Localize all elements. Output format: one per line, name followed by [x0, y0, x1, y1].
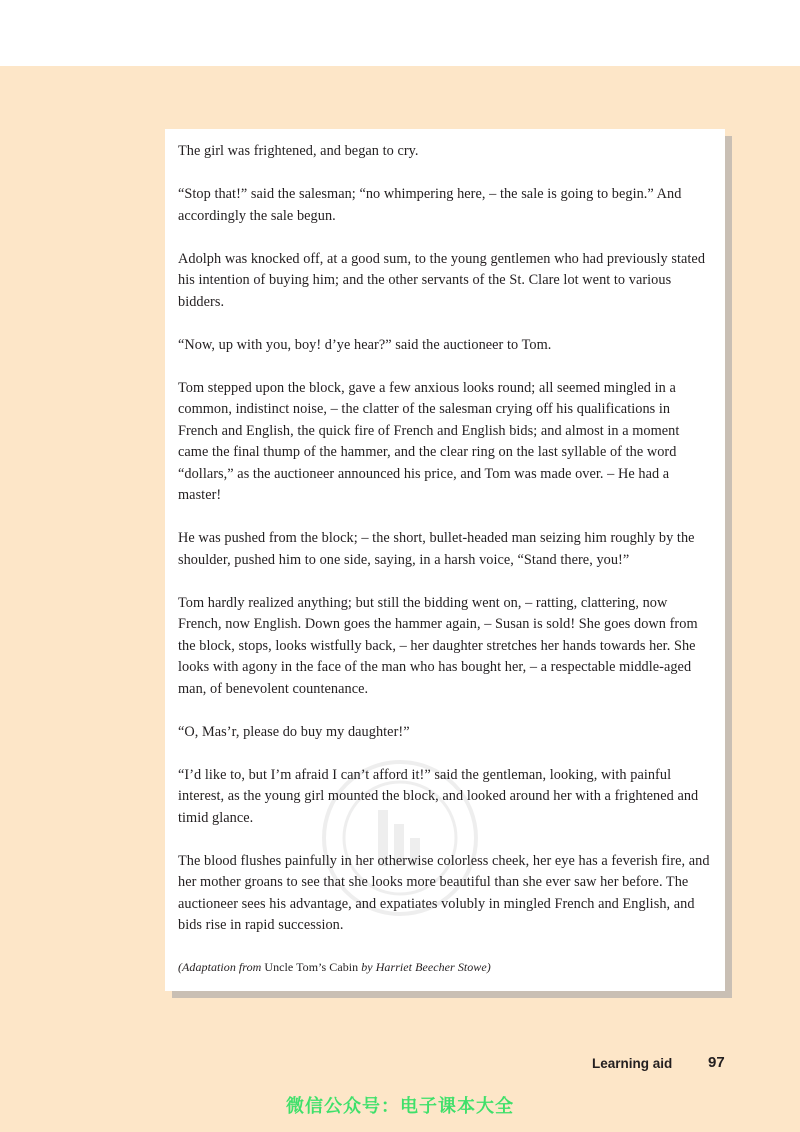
source-book-title: Uncle Tom’s Cabin — [264, 960, 359, 974]
paragraph: “O, Mas’r, please do buy my daughter!” — [178, 723, 410, 740]
paragraph: Tom hardly realized anything; but still the bidding went on, – ratting, clattering, now French, now English. Down goes the hammer again, – Susan is sold! She goes down from the block, stops, looks wistfully back, – her daughter stretches her hands towards her. She looks with agony in the face of the man who has bought her, – a respectable middle-aged man, of benevolent countenance. — [178, 594, 698, 697]
paragraph: Tom stepped upon the block, gave a few anxious looks round; all seemed mingled in a common, indistinct noise, – the clatter of the salesman crying off his qualifications in French and English, the quick fire of French and English bids; and almost in a moment came the final thump of the hammer, and the clear ring on the last syllable of the word “dollars,” as the auctioneer announced his price, and Tom was made over. – He had a master! — [178, 379, 680, 503]
paragraph: Adolph was knocked off, at a good sum, to the young gentlemen who had previously stated his intention of buying him; and the other servants of the St. Clare lot went to various bidders. — [178, 250, 706, 310]
publisher-seal-icon — [320, 758, 480, 918]
source-author: by Harriet Beecher Stowe) — [358, 960, 491, 974]
section-label: Learning aid — [592, 1056, 673, 1071]
paragraph: The blood flushes painfully in her otherwise colorless cheek, her eye has a feverish fire, and her mother groans to see that she looks more beautiful than she ever saw her before. The auctioneer sees his advantage, and expatiates volubly in mingled French and English, and bids rise in rapid succession. — [178, 852, 710, 933]
paragraph: The girl was frightened, and began to cry. — [178, 143, 419, 159]
paragraph: “Stop that!” said the salesman; “no whimpering here, – the sale is going to begin.” And accordingly the sale begun. — [178, 186, 682, 224]
paragraph: “Now, up with you, boy! d’ye hear?” said the auctioneer to Tom. — [178, 336, 552, 353]
source-prefix: (Adaptation from — [178, 960, 265, 974]
page-number: 97 — [708, 1054, 725, 1071]
paragraph: “I’d like to, but I’m afraid I can’t afford it!” said the gentleman, looking, with painful interest, as the young girl mounted the block, and looked around her with a frightened and timid glance. — [178, 766, 699, 826]
watermark-text: 微信公众号：电子课本大全 — [286, 1096, 514, 1117]
source-citation — [178, 957, 713, 977]
paragraph: He was pushed from the block; – the short, bullet-headed man seizing him roughly by the shoulder, pushed him to one side, saying, in a harsh voice, “Stand there, you!” — [178, 530, 695, 568]
